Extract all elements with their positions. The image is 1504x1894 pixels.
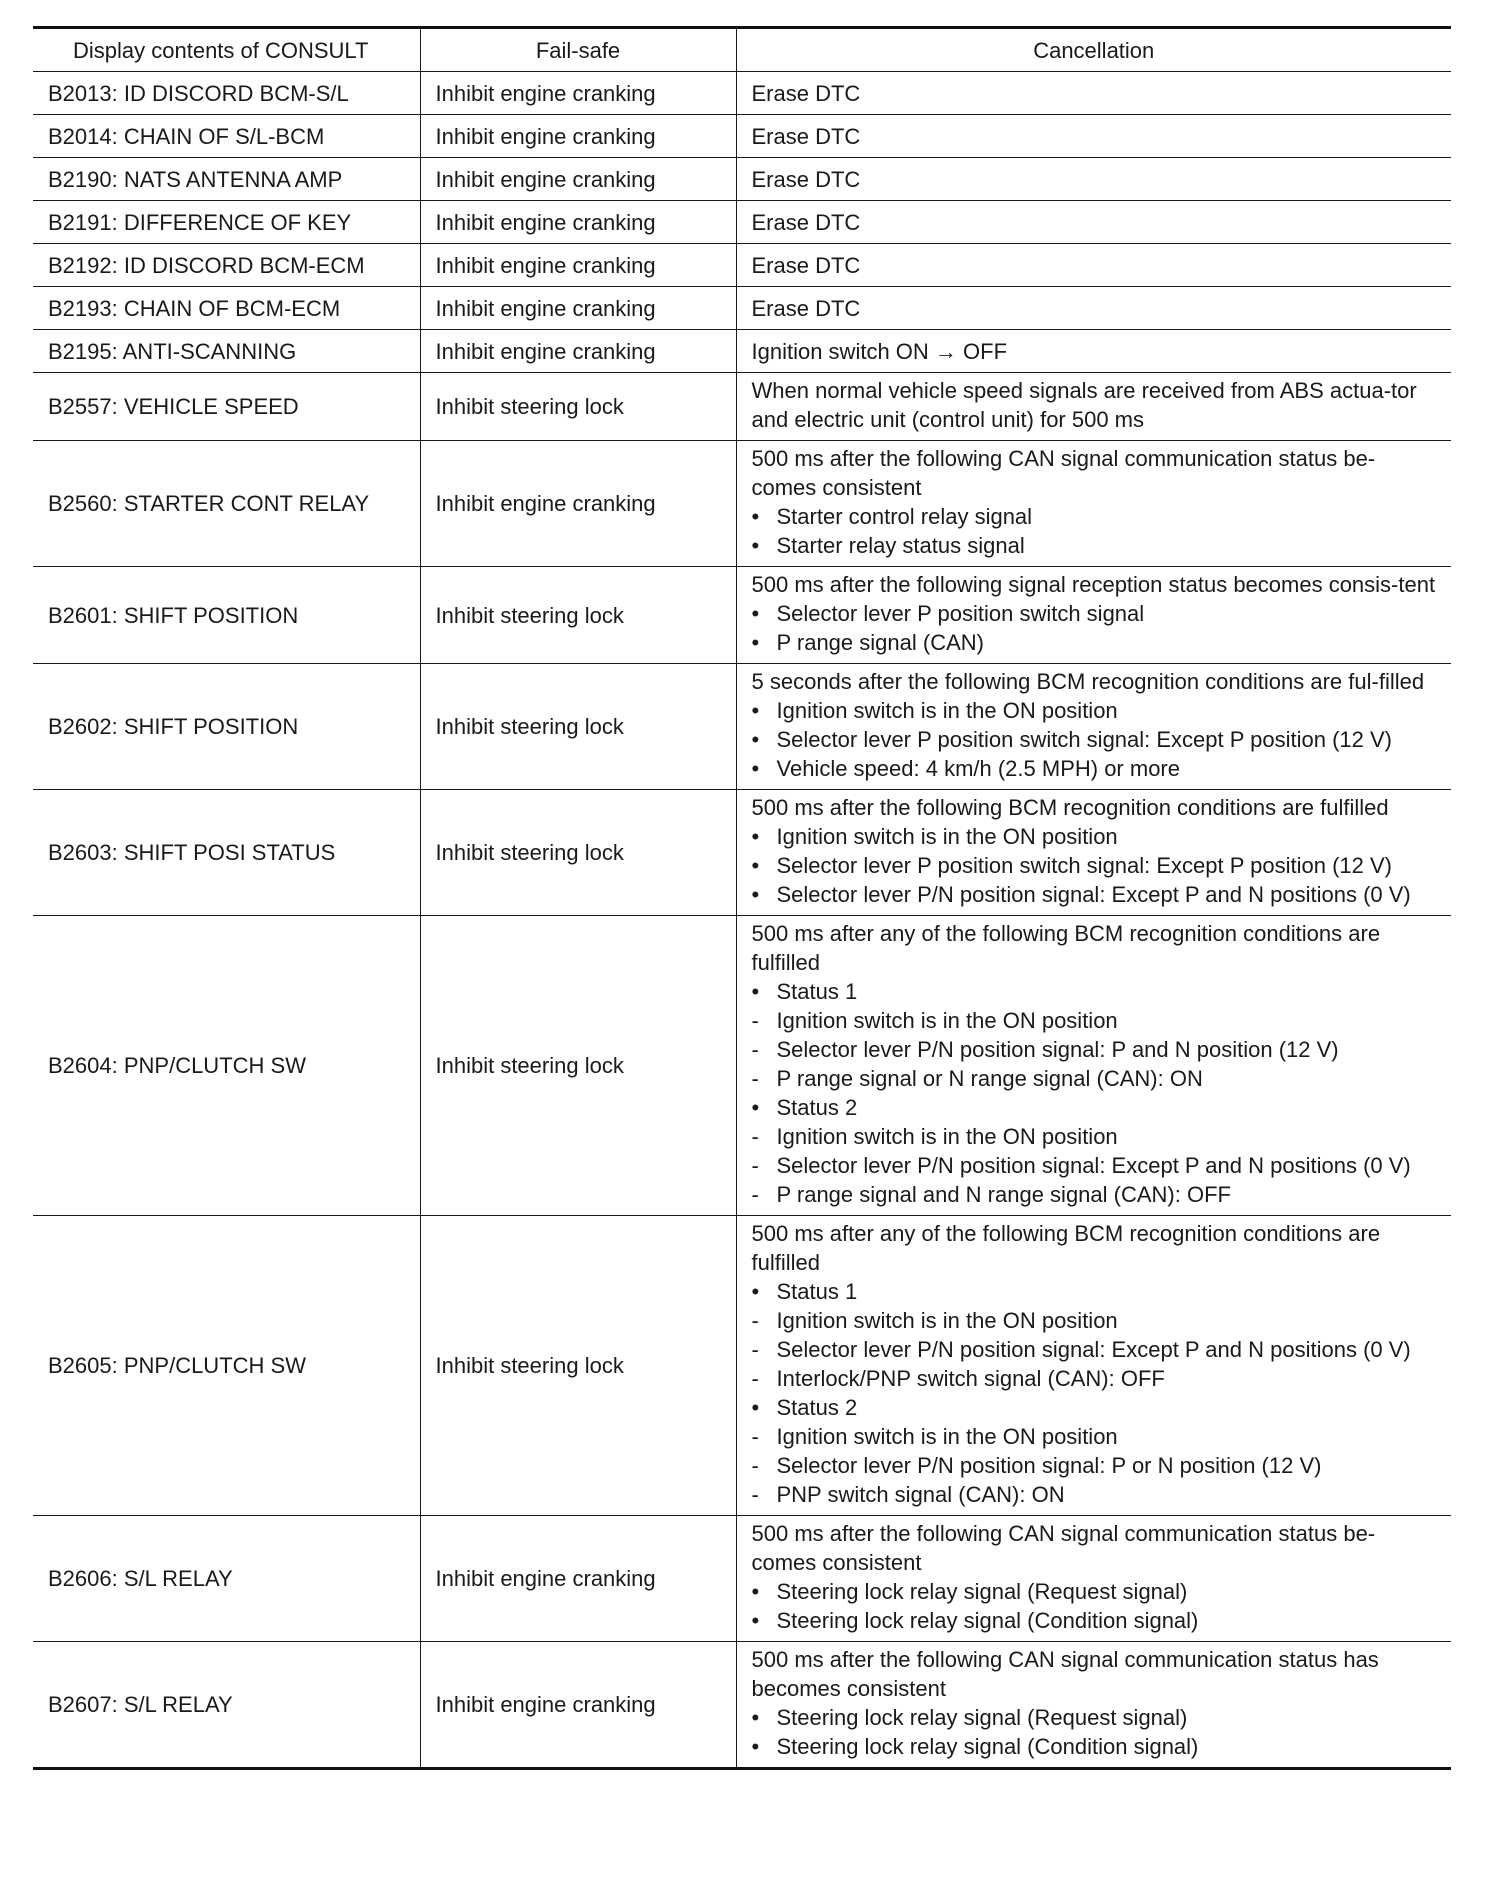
condition-text: Interlock/PNP switch signal (CAN): OFF (776, 1366, 1165, 1391)
table-row (33, 441, 1451, 567)
bullet-marker: • (751, 853, 760, 878)
cancellation-cell (736, 441, 1451, 567)
fail-safe-cell: Inhibit engine cranking (420, 1642, 736, 1769)
condition-text: Status 2 (776, 1395, 858, 1420)
condition-text: Ignition switch is in the ON position (776, 1308, 1118, 1333)
bullet-marker: • (751, 1095, 760, 1120)
table-row (33, 158, 1451, 201)
table-row (33, 916, 1451, 1216)
condition-text: Ignition switch is in the ON position (776, 1124, 1118, 1149)
cancellation-text: 500 ms after the following CAN signal communication status be-comes consistent (751, 446, 1376, 500)
header-display-contents: Display contents of CONSULT (33, 28, 420, 72)
bullet-marker: • (751, 533, 760, 558)
condition-item (752, 1064, 1437, 1093)
condition-item (752, 1151, 1437, 1180)
cancellation-cell (736, 201, 1451, 244)
display-contents-cell: B2601: SHIFT POSITION (33, 567, 420, 664)
fail-safe-cell: Inhibit engine cranking (420, 330, 736, 373)
condition-item (752, 599, 1437, 628)
condition-item (752, 628, 1437, 657)
cancellation-text: 500 ms after the following signal reception status becomes consis-tent (751, 572, 1436, 597)
dash-marker: - (751, 1037, 759, 1062)
cancellation-cell (736, 1642, 1451, 1769)
table-row (33, 244, 1451, 287)
display-contents-cell: B2602: SHIFT POSITION (33, 664, 420, 790)
header-fail-safe: Fail-safe (420, 28, 736, 72)
bullet-marker: • (751, 1395, 760, 1420)
cancellation-text: 500 ms after the following CAN signal communication status be-comes consistent (751, 1521, 1376, 1575)
dash-marker: - (751, 1008, 759, 1033)
display-contents-cell: B2013: ID DISCORD BCM-S/L (33, 72, 420, 115)
condition-item (752, 696, 1437, 725)
condition-text: Selector lever P/N position signal: Except P and N positions (0 V) (776, 1337, 1411, 1362)
bullet-marker: • (751, 630, 760, 655)
dash-marker: - (751, 1366, 759, 1391)
condition-item (752, 502, 1437, 531)
condition-text: Ignition switch is in the ON position (776, 1424, 1118, 1449)
cancellation-cell (736, 287, 1451, 330)
condition-item (752, 1180, 1437, 1209)
display-contents-cell: B2606: S/L RELAY (33, 1516, 420, 1642)
fail-safe-cell: Inhibit engine cranking (420, 441, 736, 567)
condition-text: Selector lever P/N position signal: Except P and N positions (0 V) (776, 882, 1411, 907)
table-row (33, 1642, 1451, 1769)
cancellation-text: Erase DTC (751, 252, 861, 278)
cancellation-text: Erase DTC (751, 80, 861, 106)
fail-safe-cell: Inhibit steering lock (420, 1216, 736, 1516)
condition-text: Starter relay status signal (776, 533, 1025, 558)
display-contents-cell: B2560: STARTER CONT RELAY (33, 441, 420, 567)
condition-text: Steering lock relay signal (Condition signal) (776, 1608, 1199, 1633)
table-row (33, 567, 1451, 664)
condition-text: Vehicle speed: 4 km/h (2.5 MPH) or more (776, 756, 1180, 781)
bullet-marker: • (751, 727, 760, 752)
condition-text: Steering lock relay signal (Request signal) (776, 1705, 1188, 1730)
cancellation-cell (736, 790, 1451, 916)
cancellation-cell (736, 1216, 1451, 1516)
condition-text: Selector lever P/N position signal: P or N position (12 V) (776, 1453, 1322, 1478)
condition-text: Status 2 (776, 1095, 858, 1120)
condition-item (752, 1006, 1437, 1035)
condition-text: Steering lock relay signal (Request signal) (776, 1579, 1188, 1604)
display-contents-cell: B2607: S/L RELAY (33, 1642, 420, 1769)
condition-text: Selector lever P position switch signal: Except P position (12 V) (776, 853, 1392, 878)
cancellation-condition-list (752, 1277, 1437, 1509)
cancellation-condition-list (752, 696, 1437, 783)
cancellation-condition-list (752, 822, 1437, 909)
header-cancellation: Cancellation (736, 28, 1451, 72)
fail-safe-cell: Inhibit engine cranking (420, 1516, 736, 1642)
bullet-marker: • (751, 1608, 760, 1633)
cancellation-cell (736, 1516, 1451, 1642)
condition-item (752, 1606, 1437, 1635)
table-row (33, 72, 1451, 115)
dash-marker: - (751, 1153, 759, 1178)
table-row (33, 790, 1451, 916)
condition-text: Ignition switch is in the ON position (776, 698, 1118, 723)
condition-item (752, 1703, 1437, 1732)
display-contents-cell: B2603: SHIFT POSI STATUS (33, 790, 420, 916)
table-row (33, 201, 1451, 244)
condition-text: Selector lever P/N position signal: P and N position (12 V) (776, 1037, 1339, 1062)
cancellation-condition-list (752, 1577, 1437, 1635)
condition-item (752, 1122, 1437, 1151)
cancellation-cell (736, 373, 1451, 441)
cancellation-text: Erase DTC (751, 295, 861, 321)
fail-safe-cell: Inhibit steering lock (420, 664, 736, 790)
condition-item (752, 1364, 1437, 1393)
cancellation-text: 500 ms after the following BCM recognition conditions are fulfilled (751, 795, 1389, 820)
fail-safe-cell: Inhibit steering lock (420, 916, 736, 1216)
condition-text: Steering lock relay signal (Condition signal) (776, 1734, 1199, 1759)
condition-item (752, 1335, 1437, 1364)
condition-item (752, 1732, 1437, 1761)
condition-text: P range signal (CAN) (776, 630, 984, 655)
table-body (33, 72, 1451, 1769)
condition-item (752, 1422, 1437, 1451)
condition-item (752, 1451, 1437, 1480)
cancellation-cell (736, 664, 1451, 790)
cancellation-condition-list (752, 1703, 1437, 1761)
bullet-marker: • (751, 1579, 760, 1604)
table-row (33, 1516, 1451, 1642)
condition-item (752, 754, 1437, 783)
bullet-marker: • (751, 824, 760, 849)
dash-marker: - (751, 1453, 759, 1478)
condition-item (752, 1577, 1437, 1606)
cancellation-cell (736, 115, 1451, 158)
cancellation-cell (736, 567, 1451, 664)
cancellation-text: 500 ms after any of the following BCM recognition conditions are fulfilled (751, 921, 1381, 975)
cancellation-condition-list (752, 977, 1437, 1209)
cancellation-cell (736, 330, 1451, 373)
cancellation-text: Erase DTC (751, 123, 861, 149)
fail-safe-cell: Inhibit engine cranking (420, 287, 736, 330)
fail-safe-cell: Inhibit engine cranking (420, 244, 736, 287)
condition-item (752, 1093, 1437, 1122)
bullet-marker: • (751, 1705, 760, 1730)
bullet-marker: • (751, 601, 760, 626)
table-row (33, 664, 1451, 790)
condition-text: P range signal or N range signal (CAN): ON (776, 1066, 1203, 1091)
fail-safe-cell: Inhibit engine cranking (420, 158, 736, 201)
condition-text: P range signal and N range signal (CAN): OFF (776, 1182, 1231, 1207)
cancellation-cell (736, 158, 1451, 201)
bullet-marker: • (751, 979, 760, 1004)
display-contents-cell: B2195: ANTI-SCANNING (33, 330, 420, 373)
cancellation-text: When normal vehicle speed signals are received from ABS actua-tor and electric unit (control unit) for 500 ms (751, 378, 1417, 432)
condition-text: Selector lever P position switch signal (776, 601, 1145, 626)
cancellation-text: Ignition switch ON → OFF (751, 338, 1008, 364)
condition-text: Selector lever P/N position signal: Except P and N positions (0 V) (776, 1153, 1411, 1178)
condition-item (752, 1306, 1437, 1335)
dash-marker: - (751, 1308, 759, 1333)
condition-text: Starter control relay signal (776, 504, 1033, 529)
bullet-marker: • (751, 504, 760, 529)
condition-text: PNP switch signal (CAN): ON (776, 1482, 1065, 1507)
failsafe-table (33, 26, 1451, 1770)
dash-marker: - (751, 1424, 759, 1449)
condition-text: Ignition switch is in the ON position (776, 824, 1118, 849)
display-contents-cell: B2014: CHAIN OF S/L-BCM (33, 115, 420, 158)
dash-marker: - (751, 1482, 759, 1507)
condition-item (752, 822, 1437, 851)
display-contents-cell: B2190: NATS ANTENNA AMP (33, 158, 420, 201)
fail-safe-cell: Inhibit steering lock (420, 373, 736, 441)
condition-item (752, 880, 1437, 909)
dash-marker: - (751, 1066, 759, 1091)
dash-marker: - (751, 1124, 759, 1149)
fail-safe-cell: Inhibit steering lock (420, 567, 736, 664)
table-header-row (33, 28, 1451, 72)
cancellation-text: Erase DTC (751, 209, 861, 235)
cancellation-condition-list (752, 599, 1437, 657)
condition-item (752, 725, 1437, 754)
condition-text: Selector lever P position switch signal: Except P position (12 V) (776, 727, 1392, 752)
bullet-marker: • (751, 756, 760, 781)
cancellation-cell (736, 244, 1451, 287)
condition-text: Ignition switch is in the ON position (776, 1008, 1118, 1033)
condition-item (752, 1480, 1437, 1509)
cancellation-text: 500 ms after the following CAN signal communication status has becomes consistent (751, 1647, 1379, 1701)
dash-marker: - (751, 1337, 759, 1362)
table-row (33, 115, 1451, 158)
cancellation-text: 500 ms after any of the following BCM recognition conditions are fulfilled (751, 1221, 1381, 1275)
dash-marker: - (751, 1182, 759, 1207)
cancellation-condition-list (752, 502, 1437, 560)
condition-item (752, 531, 1437, 560)
table-row (33, 373, 1451, 441)
cancellation-text: 5 seconds after the following BCM recognition conditions are ful-filled (751, 669, 1425, 694)
display-contents-cell: B2605: PNP/CLUTCH SW (33, 1216, 420, 1516)
display-contents-cell: B2191: DIFFERENCE OF KEY (33, 201, 420, 244)
table-row (33, 1216, 1451, 1516)
bullet-marker: • (751, 1734, 760, 1759)
table-row (33, 330, 1451, 373)
condition-item (752, 851, 1437, 880)
fail-safe-cell: Inhibit engine cranking (420, 72, 736, 115)
condition-item (752, 977, 1437, 1006)
table-row (33, 287, 1451, 330)
fail-safe-cell: Inhibit engine cranking (420, 201, 736, 244)
display-contents-cell: B2557: VEHICLE SPEED (33, 373, 420, 441)
cancellation-cell (736, 916, 1451, 1216)
condition-item (752, 1035, 1437, 1064)
display-contents-cell: B2192: ID DISCORD BCM-ECM (33, 244, 420, 287)
cancellation-text: Erase DTC (751, 166, 861, 192)
condition-item (752, 1277, 1437, 1306)
condition-item (752, 1393, 1437, 1422)
fail-safe-cell: Inhibit engine cranking (420, 115, 736, 158)
cancellation-cell (736, 72, 1451, 115)
display-contents-cell: B2604: PNP/CLUTCH SW (33, 916, 420, 1216)
fail-safe-cell: Inhibit steering lock (420, 790, 736, 916)
bullet-marker: • (751, 1279, 760, 1304)
condition-text: Status 1 (776, 1279, 858, 1304)
display-contents-cell: B2193: CHAIN OF BCM-ECM (33, 287, 420, 330)
bullet-marker: • (751, 698, 760, 723)
condition-text: Status 1 (776, 979, 858, 1004)
bullet-marker: • (751, 882, 760, 907)
